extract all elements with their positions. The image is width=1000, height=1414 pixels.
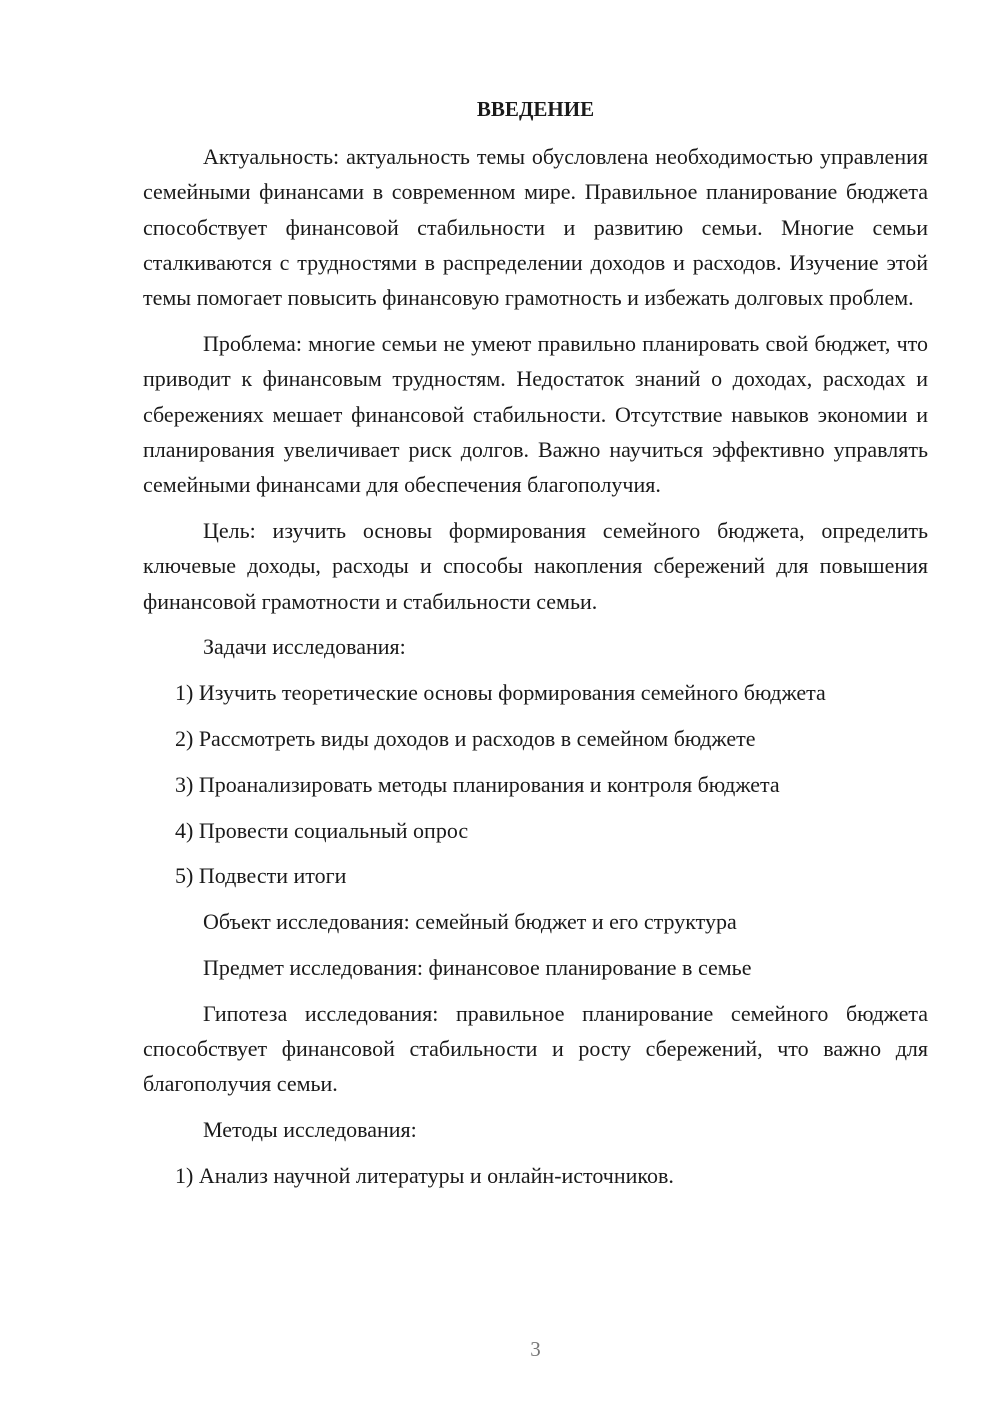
list-item: 1) Анализ научной литературы и онлайн-источников. bbox=[175, 1162, 674, 1188]
list-item: 5) Подвести итоги bbox=[175, 863, 347, 889]
tasks-list bbox=[143, 675, 928, 893]
research-object: Объект исследования: семейный бюджет и его структура bbox=[203, 909, 737, 935]
list-item: 3) Проанализировать методы планирования и контроля бюджета bbox=[175, 771, 780, 797]
list-item: 4) Провести социальный опрос bbox=[175, 817, 469, 843]
problem-paragraph: Проблема: многие семьи не умеют правильно планировать свой бюджет, что приводит к финансовым трудностям. Недостаток знаний о доходах, расходах и сбережениях мешает финансовой стабильности. Отсутствие навыков экономии и планирования увеличивает риск долгов. Важно научиться эффективно управлять семейными финансами для обеспечения благополучия. bbox=[143, 330, 928, 498]
list-item: 1) Изучить теоретические основы формирования семейного бюджета bbox=[175, 680, 826, 706]
methods-list bbox=[143, 1158, 928, 1193]
page-number: 3 bbox=[530, 1337, 541, 1361]
goal-paragraph: Цель: изучить основы формирования семейного бюджета, определить ключевые доходы, расходы и способы накопления сбережений для повышения финансовой грамотности и стабильности семьи. bbox=[143, 517, 928, 614]
tasks-heading: Задачи исследования: bbox=[203, 634, 406, 660]
methods-heading: Методы исследования: bbox=[203, 1117, 417, 1143]
relevance-paragraph: Актуальность: актуальность темы обусловлена необходимостью управления семейными финансами в современном мире. Правильное планирование бюджета способствует финансовой стабильности и развитию семьи. Многие семьи сталкиваются с трудностями в распределении доходов и расходов. Изучение этой темы помогает повысить финансовую грамотность и избежать долговых проблем. bbox=[143, 144, 928, 311]
page-title: ВВЕДЕНИЕ bbox=[476, 97, 595, 121]
document-body bbox=[143, 92, 928, 1204]
research-subject: Предмет исследования: финансовое планирование в семье bbox=[203, 954, 752, 980]
list-item: 2) Рассмотреть виды доходов и расходов в семейном бюджете bbox=[175, 725, 756, 751]
hypothesis-paragraph: Гипотеза исследования: правильное планирование семейного бюджета способствует финансовой стабильности и росту сбережений, что важно для благополучия семьи. bbox=[143, 1000, 928, 1097]
